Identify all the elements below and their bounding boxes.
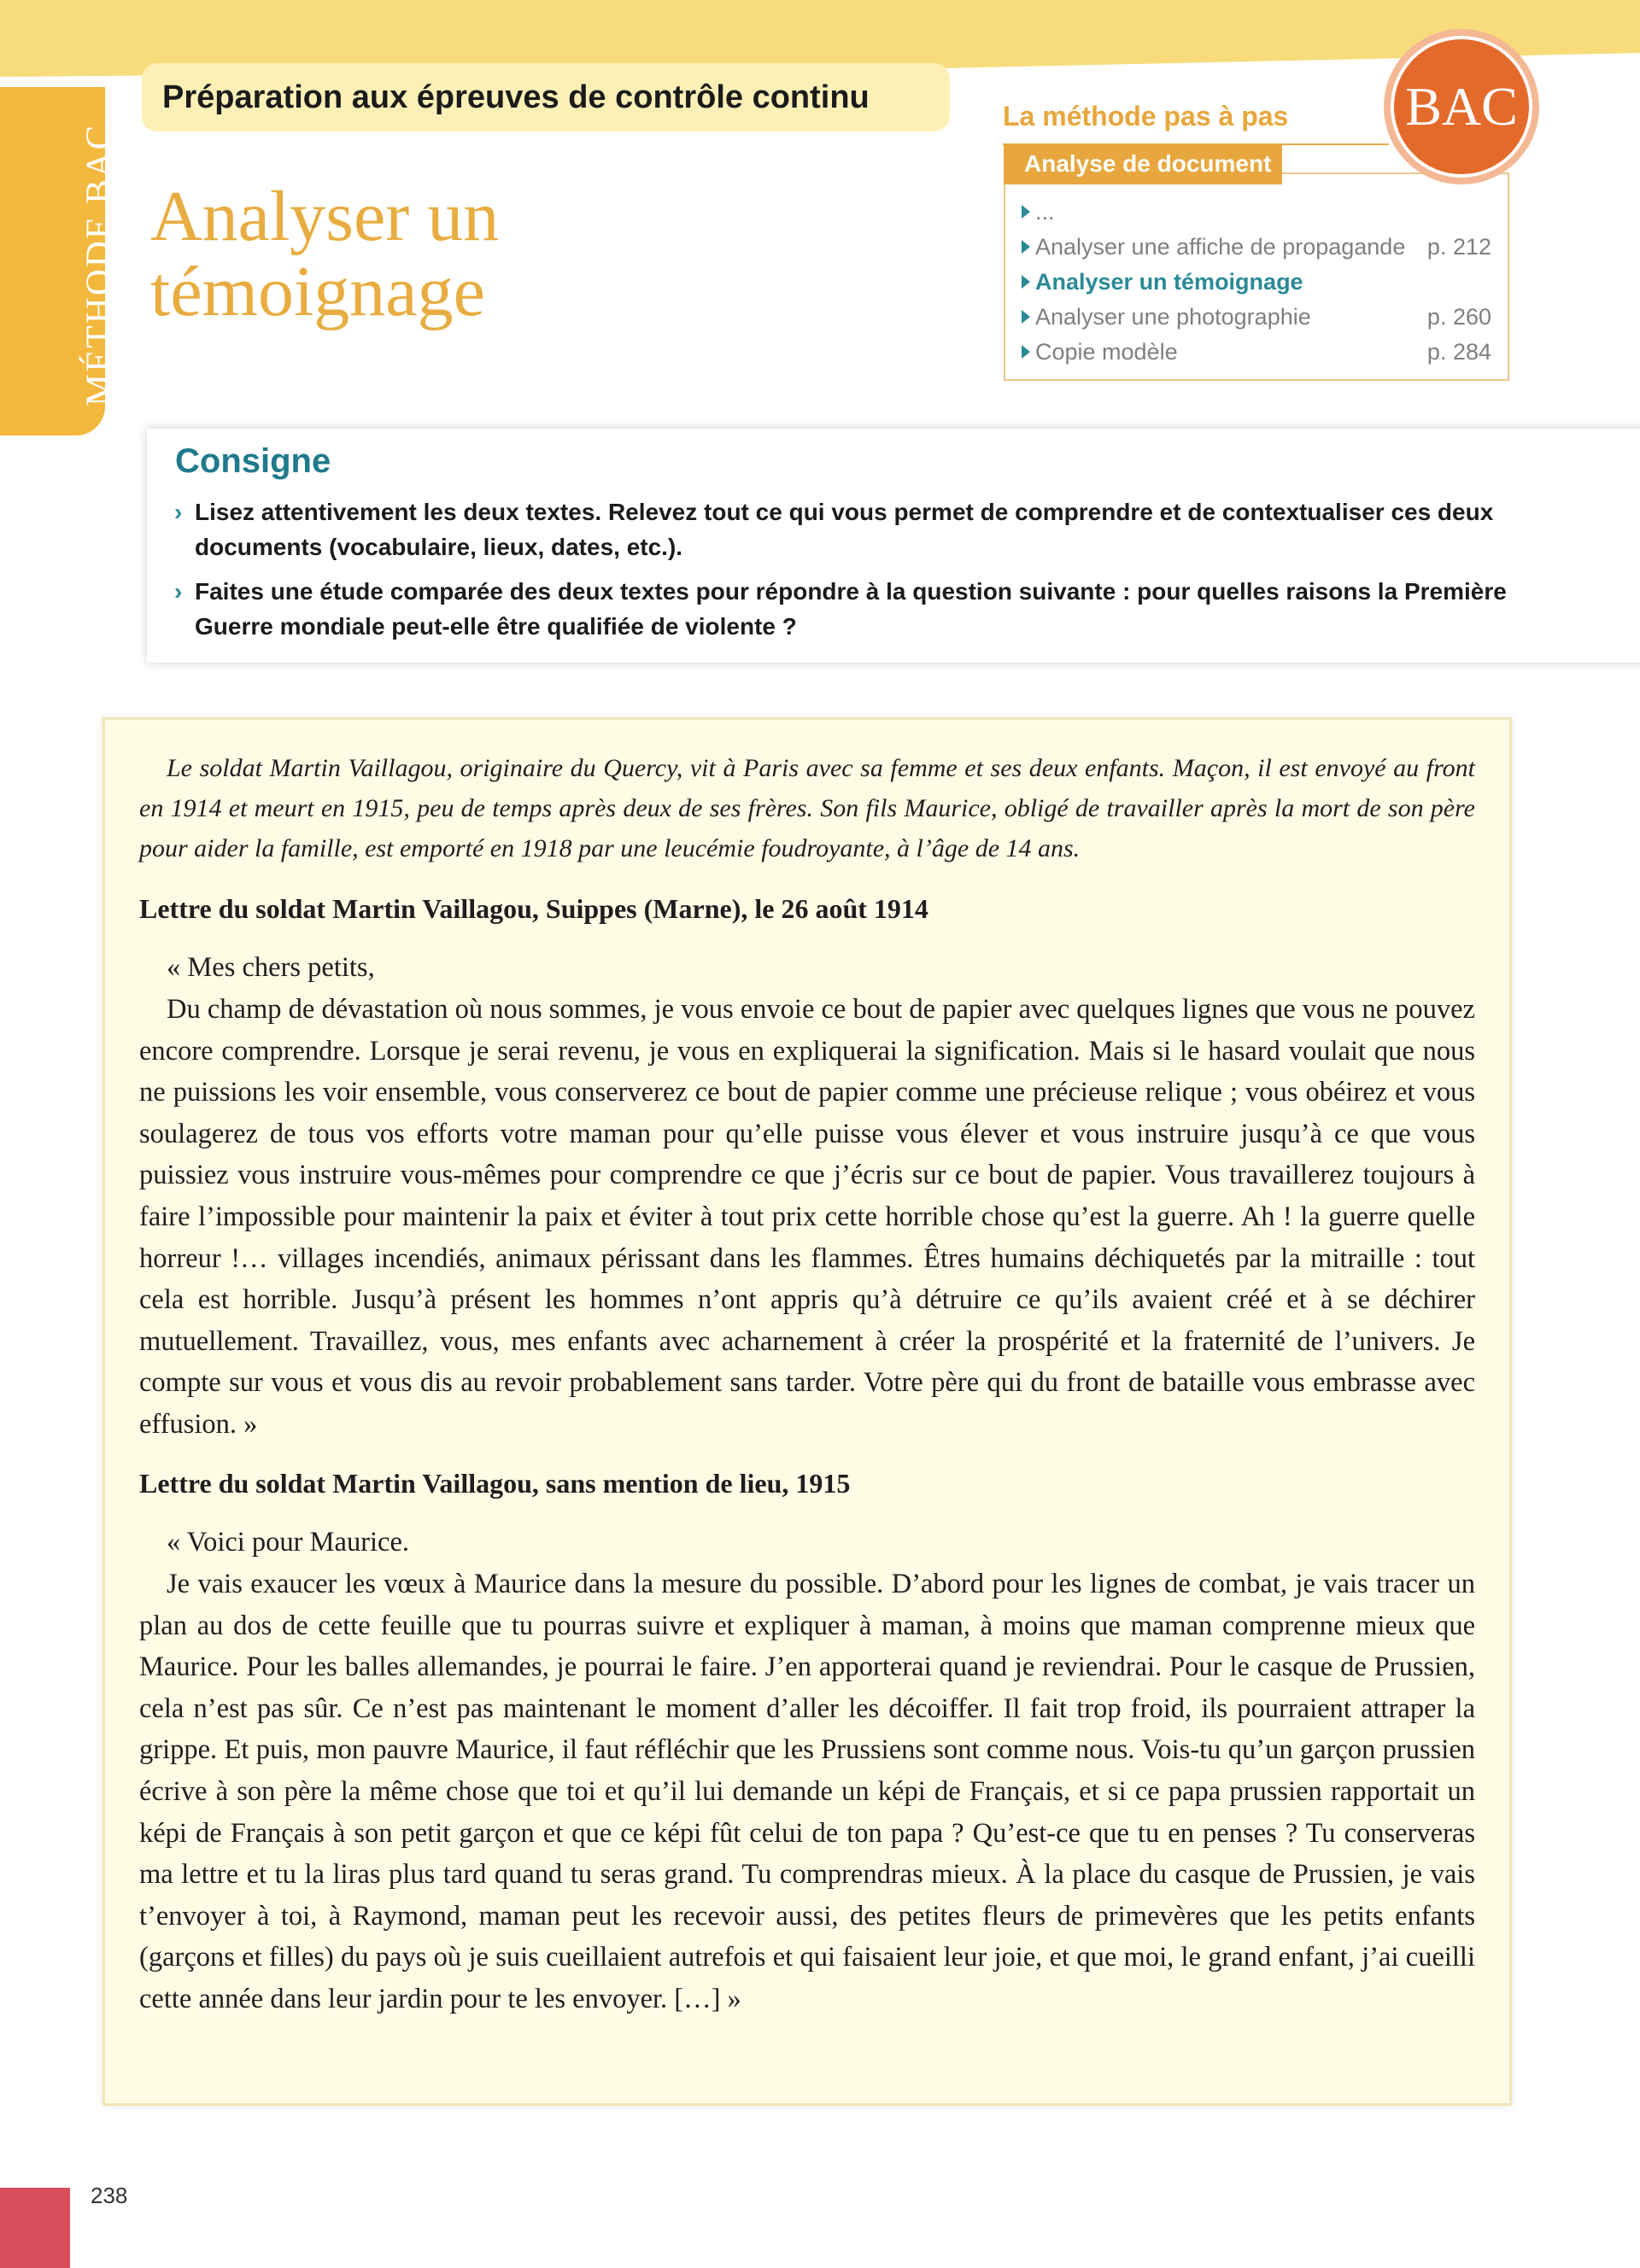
letter1-body: Du champ de dévastation où nous sommes, je vous envoie ce bout de papier avec quelques lignes que vous ne pouvez encore comprendre. Lorsque je serai revenu, je vous en expliquerai la signification. Mais si le hasard voulait que nous ne puissions les voir ensemble, vous conserverez ce bout de papier comme une précieuse relique ; vous obéirez et vous soulagerez de tous vos efforts votre maman pour qu’elle puisse vous élever et vous instruire jusqu’à ce que vous puissiez vous instruire vous-mêmes pour comprendre ce que j’écris sur ce bout de papier. Vous travaillerez toujours à faire l’impossible pour maintenir la paix et éviter à tout prix cette horrible chose qu’est la guerre. Ah ! la guerre quelle horreur !… villages incendiés, animaux périssant dans les flammes. Êtres humains déchiquetés par la mitraille : tout cela est horrible. Jusqu’à présent les hommes n’ont appris qu’à détruire ce qu’ils avaient créé et à se déchirer mutuellement. Travaillez, vous, mes enfants avec acharnement à créer la prospérité et la fraternité de l’univers. Je compte sur vous et vous dis au revoir probablement sans tarder. Votre père qui du front de bataille vous embrasse avec effusion. » xyxy=(139,994,1475,1440)
bac-badge: BAC xyxy=(1391,36,1532,178)
letter2-salutation: « Voici pour Maurice. xyxy=(167,1527,410,1558)
letter1-salutation: « Mes chers petits, xyxy=(167,952,375,983)
consigne-title: Consigne xyxy=(175,442,331,480)
page-number: 238 xyxy=(91,2183,128,2208)
triangle-right-icon xyxy=(1022,205,1030,219)
letter1-heading: Lettre du soldat Martin Vaillagou, Suippes (Marne), le 26 août 1914 xyxy=(139,893,928,924)
method-item-page: p. 212 xyxy=(1426,234,1491,260)
chevron-right-icon: › xyxy=(174,499,183,525)
corner-mark xyxy=(0,2188,70,2268)
page-title-line2: témoignage xyxy=(150,252,485,331)
method-item-affiche[interactable]: Analyser une affiche de propagande p. 212 xyxy=(1022,230,1491,265)
consigne-item: › Lisez attentivement les deux textes. Relevez tout ce qui vous permet de comprendre et de contextualiser ces deux documents (vocabulaire, lieux, dates, etc.). xyxy=(174,494,1507,564)
consigne-item: › Faites une étude comparée des deux textes pour répondre à la question suivante : pour quelles raisons la Première Guerre mondiale peut-elle être qualifiée de violente ? xyxy=(174,574,1507,644)
method-item-photographie[interactable]: Analyser une photographie p. 260 xyxy=(1022,300,1491,335)
side-tab-label: MÉTHODE BAC xyxy=(79,123,120,406)
chevron-right-icon: › xyxy=(174,578,183,605)
letter2-heading: Lettre du soldat Martin Vaillagou, sans mention de lieu, 1915 xyxy=(139,1468,851,1499)
method-item-ellipsis[interactable]: ... xyxy=(1022,195,1491,230)
letter2-body: Je vais exaucer les vœux à Maurice dans la mesure du possible. D’abord pour les lignes de combat, je vais tracer un plan au dos de cette feuille que tu pourras suivre et expliquer à maman, à moins que maman comprenne mieux que Maurice. Pour les balles allemandes, je pourrai le faire. J’en apporterai quand je reviendrai. Pour le casque de Prussien, cela n’est pas sûr. Ce n’est pas maintenant le moment d’aller les décoiffer. Il fait trop froid, ils pourraient attraper la grippe. Et puis, mon pauvre Maurice, il faut réfléchir que les Prussiens sont comme nous. Vois-tu qu’un garçon prussien écrive à son père la même chose que toi et qu’il lui demande un képi de Français, et si ce papa prussien rapportait un képi de Français à son petit garçon et que ce képi fût celui de ton papa ? Qu’est-ce que tu en penses ? Tu conserveras ma lettre et tu la liras plus tard quand tu seras grand. Tu comprendras mieux. À la place du casque de Prussien, je vais t’envoyer à toi, à Raymond, maman peut les recevoir aussi, des petites fleurs de primevères que les petits enfants (garçons et filles) du pays où je suis cueillaient autrefois et qui faisaient leur joie, et que moi, le grand enfant, j’ai cueilli cette année dans leur jardin pour te les envoyer. […] » xyxy=(139,1569,1475,2014)
method-item-copie[interactable]: Copie modèle p. 284 xyxy=(1022,335,1491,370)
page-title-line1: Analyser un xyxy=(150,177,500,256)
triangle-right-icon xyxy=(1022,275,1030,289)
triangle-right-icon xyxy=(1022,240,1030,254)
method-list xyxy=(1022,195,1491,370)
method-item-page: p. 284 xyxy=(1426,339,1491,365)
method-tag: Analyse de document xyxy=(1004,143,1282,184)
triangle-right-icon xyxy=(1022,345,1030,359)
page-title xyxy=(150,179,834,330)
document-intro: Le soldat Martin Vaillagou, originaire du Quercy, vit à Paris avec sa femme et ses deux enfants. Maçon, il est envoyé au front en 1914 et meurt en 1915, peu de temps après deux de ses frères. Son fils Maurice, obligé de travailler après la mort de son père pour aider la famille, est emporté en 1918 par une leucémie foudroyante, à l’âge de 14 ans. xyxy=(139,754,1475,862)
method-item-temoignage[interactable]: Analyser un témoignage xyxy=(1022,265,1491,300)
method-item-page: p. 260 xyxy=(1426,304,1491,330)
method-label: La méthode pas à pas xyxy=(1003,101,1289,132)
section-label: Préparation aux épreuves de contrôle continu xyxy=(142,63,950,132)
triangle-right-icon xyxy=(1022,310,1030,324)
